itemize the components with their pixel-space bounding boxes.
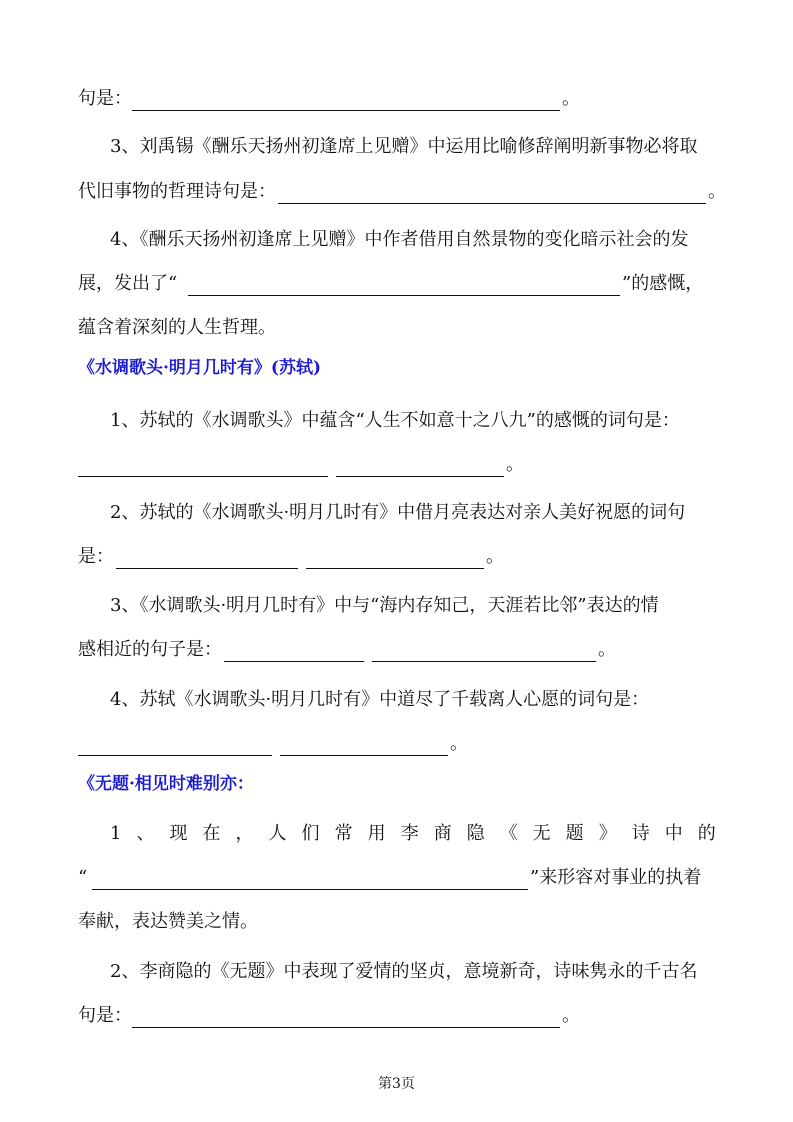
answer-blank[interactable] — [92, 867, 528, 890]
s2-question-1-line-2: 。 — [0, 448, 793, 482]
s2-question-3-line-1: 3、《水调歌头·明月几时有》中与“海内存知己，天涯若比邻”表达的情 — [110, 595, 659, 616]
spread-char: 隐 — [466, 823, 485, 844]
answer-blank[interactable] — [224, 639, 364, 662]
answer-blank[interactable] — [78, 733, 272, 756]
spread-char: 现 — [169, 823, 188, 844]
spread-char: 题 — [565, 823, 584, 844]
section-heading-wuti: 《无题·相见时难别亦： — [78, 774, 254, 794]
spread-char: ， — [235, 823, 254, 844]
answer-blank[interactable] — [280, 733, 448, 756]
spread-char: 、 — [136, 823, 155, 844]
question-3-line-2: 代旧事物的哲理诗句是： 。 — [78, 181, 726, 202]
s3-question-2-line-1: 2、李商隐的《无题》中表现了爱情的坚贞，意境新奇，诗味隽永的千古名 — [110, 961, 698, 982]
answer-blank[interactable] — [132, 1005, 560, 1028]
answer-blank[interactable] — [278, 181, 706, 204]
spread-char: 人 — [268, 823, 287, 844]
s2-question-4-line-1: 4、苏轼《水调歌头·明月几时有》中道尽了千载离人心愿的词句是： — [110, 689, 650, 710]
spread-char: 常 — [334, 823, 353, 844]
question-4-line-2: 展，发出了“ ”的感慨， — [78, 273, 704, 294]
section-heading-shuidiao: 《水调歌头·明月几时有》(苏轼) — [78, 358, 322, 378]
question-4-line-3: 蕴含着深刻的人生哲理。 — [78, 317, 276, 338]
s2-question-2-line-2: 是： 。 — [78, 546, 504, 567]
spread-char: 在 — [202, 823, 221, 844]
question-3-line-1: 3、刘禹锡《酬乐天扬州初逢席上见赠》中运用比喻修辞阐明新事物必将取 — [110, 136, 698, 157]
spread-char: 用 — [367, 823, 386, 844]
spread-char: 的 — [697, 823, 716, 844]
page-number: 第3页 — [378, 1076, 415, 1092]
spread-char: 中 — [664, 823, 683, 844]
answer-blank[interactable] — [132, 88, 560, 111]
spread-text — [110, 817, 716, 851]
spread-char: 们 — [301, 823, 320, 844]
s3-question-2-line-2: 句是： 。 — [78, 1005, 580, 1026]
answer-blank[interactable] — [306, 546, 484, 569]
s3-question-1-line-1 — [0, 817, 793, 851]
answer-blank[interactable] — [372, 639, 596, 662]
spread-char: 商 — [433, 823, 452, 844]
answer-blank[interactable] — [188, 273, 620, 296]
answer-blank[interactable] — [336, 454, 504, 477]
question-4-line-1: 4、《酬乐天扬州初逢席上见赠》中作者借用自然景物的变化暗示社会的发 — [110, 229, 689, 250]
s3-question-1-line-3: 奉献，表达赞美之情。 — [78, 911, 258, 932]
spread-char: 》 — [598, 823, 617, 844]
answer-line: 句是： 。 — [78, 88, 580, 109]
s2-question-1-line-1: 1、苏轼的《水调歌头》中蕴含“人生不如意十之八九”的感慨的词句是： — [110, 410, 680, 431]
spread-char: 李 — [400, 823, 419, 844]
s2-question-2-line-1: 2、苏轼的《水调歌头·明月几时有》中借月亮表达对亲人美好祝愿的词句 — [110, 502, 686, 523]
answer-blank[interactable] — [116, 546, 298, 569]
spread-char: 《 — [499, 823, 518, 844]
spread-char: 无 — [532, 823, 551, 844]
spread-char: 1 — [110, 823, 122, 844]
s2-question-3-line-2: 感相近的句子是： 。 — [78, 639, 616, 660]
spread-char: 诗 — [631, 823, 650, 844]
s2-question-4-line-2: 。 — [0, 727, 793, 761]
s3-question-1-line-2: “ ”来形容对事业的执着 — [78, 867, 702, 888]
answer-blank[interactable] — [78, 454, 328, 477]
